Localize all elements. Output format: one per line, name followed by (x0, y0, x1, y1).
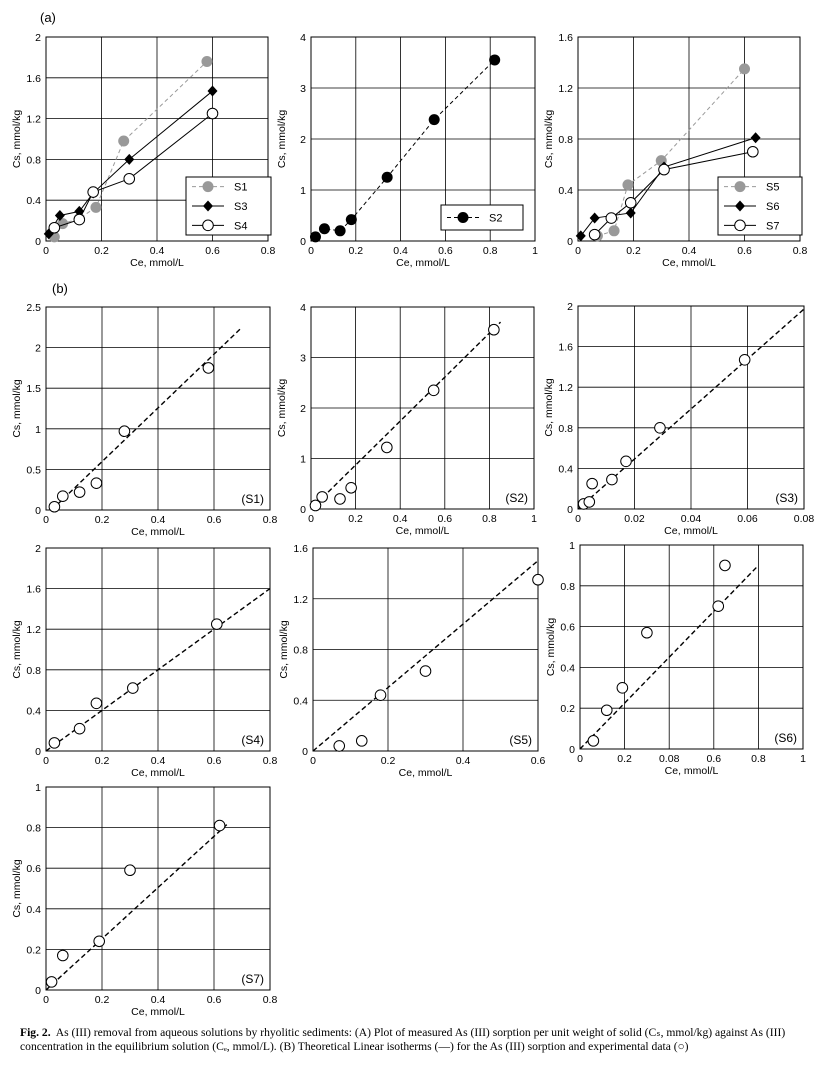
x-tick-label: 0.2 (94, 994, 110, 1006)
x-tick-label: 0.2 (348, 245, 364, 257)
chart-b2 (276, 302, 537, 537)
x-axis-label: Ce, mmol/L (398, 767, 453, 779)
y-tick-label: 3 (300, 83, 306, 95)
data-point (335, 494, 346, 505)
sample-label: (S3) (775, 491, 798, 505)
legend-marker (458, 212, 469, 223)
legend-marker (203, 181, 214, 192)
data-point (346, 482, 357, 493)
panel-label-a: (a) (40, 10, 56, 25)
y-tick-label: 1.2 (558, 83, 573, 95)
x-tick-label: 0.8 (792, 245, 808, 257)
y-tick-label: 1.6 (26, 72, 41, 85)
x-tick-label: 0.8 (482, 513, 497, 525)
data-point (375, 690, 386, 701)
x-tick-label: 0.8 (262, 514, 278, 526)
data-point (713, 601, 724, 612)
y-tick-label: 0.8 (26, 664, 41, 677)
data-point (748, 146, 759, 157)
x-tick-label: 0.08 (658, 753, 680, 765)
x-tick-label: 0.2 (626, 245, 641, 257)
sample-label: (S4) (241, 733, 264, 747)
y-tick-label: 1.6 (26, 583, 41, 596)
x-tick-label: 0.6 (706, 753, 722, 765)
x-axis-label: Ce, mmol/L (131, 767, 185, 779)
data-point (91, 478, 102, 489)
x-tick-label: 0 (43, 514, 49, 526)
data-point (208, 86, 218, 97)
data-point (88, 187, 99, 198)
x-tick-label: 0.2 (380, 755, 396, 767)
y-tick-label: 1.2 (293, 593, 308, 606)
data-point (212, 619, 223, 630)
x-tick-label: 0.6 (205, 245, 220, 257)
data-point (124, 173, 135, 184)
y-tick-label: 2 (567, 301, 573, 313)
y-tick-label: 0.8 (293, 644, 308, 657)
data-point (609, 225, 620, 236)
caption-lead: Fig. 2. (20, 1026, 51, 1039)
data-point (74, 487, 85, 498)
data-point (428, 385, 439, 396)
y-tick-label: 0.4 (560, 662, 575, 675)
x-tick-label: 0.6 (530, 755, 546, 767)
y-tick-label: 2 (35, 543, 41, 555)
x-tick-label: 0.2 (94, 755, 110, 767)
data-point (429, 114, 440, 125)
y-tick-label: 0.4 (558, 463, 573, 476)
data-point (334, 741, 345, 752)
data-point (58, 491, 69, 502)
figure-caption (20, 1026, 824, 1054)
data-point (626, 207, 636, 218)
data-point (625, 197, 636, 208)
x-tick-label: 0.4 (681, 245, 697, 257)
sample-label: (S1) (241, 492, 264, 506)
y-tick-label: 1.6 (293, 543, 308, 555)
y-tick-label: 0.2 (26, 944, 41, 957)
x-tick-label: 0.8 (482, 245, 498, 257)
y-tick-label: 1 (569, 540, 575, 552)
data-point (91, 698, 102, 709)
y-tick-label: 1.6 (558, 32, 573, 44)
y-tick-label: 2 (300, 403, 306, 415)
x-tick-label: 0 (575, 513, 581, 525)
x-axis-label: Ce, mmol/L (664, 525, 718, 537)
data-point (118, 136, 129, 147)
legend-entry: S6 (766, 201, 780, 213)
data-point (584, 497, 595, 508)
x-tick-label: 0 (43, 994, 49, 1006)
data-point (49, 501, 60, 512)
legend-marker (735, 220, 746, 231)
data-point (642, 627, 653, 638)
x-tick-label: 0.8 (751, 753, 766, 765)
data-point (207, 108, 218, 119)
x-tick-label: 0.2 (94, 514, 110, 526)
x-tick-label: 0.2 (617, 753, 632, 765)
legend-entry: S4 (234, 220, 248, 233)
data-point (119, 426, 130, 437)
data-point (49, 222, 60, 233)
x-tick-label: 0.4 (393, 245, 408, 257)
x-axis-label: Ce, mmol/L (396, 257, 450, 269)
x-axis-label: Ce, mmol/L (130, 257, 184, 269)
y-tick-label: 0 (300, 504, 306, 516)
data-point (356, 736, 367, 747)
x-tick-label: 0.6 (438, 245, 453, 257)
chart-b7 (11, 782, 277, 1018)
y-axis-label: Cs, mmol/kg (276, 109, 288, 169)
y-axis-label: Cs, mmol/kg (278, 620, 290, 679)
y-tick-label: 2 (35, 32, 41, 44)
data-point (203, 363, 214, 374)
y-tick-label: 0.5 (26, 464, 41, 477)
y-tick-label: 0.2 (560, 703, 575, 716)
linear-isotherm-line (46, 824, 228, 990)
y-axis-label: Cs, mmol/kg (543, 378, 555, 437)
y-tick-label: 3 (300, 352, 306, 365)
y-tick-label: 0.6 (560, 621, 575, 634)
y-tick-label: 2.5 (26, 302, 41, 314)
y-tick-label: 1 (35, 423, 41, 436)
y-tick-label: 1.2 (26, 113, 41, 126)
x-axis-label: Ce, mmol/L (131, 526, 185, 538)
x-tick-label: 0.6 (206, 514, 222, 526)
y-tick-label: 0.8 (558, 134, 573, 146)
x-tick-label: 0.6 (437, 513, 453, 525)
data-point (128, 683, 139, 694)
x-tick-label: 0.4 (150, 514, 166, 526)
chart-a2 (276, 32, 538, 269)
x-tick-label: 0 (43, 245, 49, 257)
data-point (58, 950, 69, 961)
chart-b3 (543, 301, 814, 537)
y-tick-label: 0.4 (558, 185, 573, 197)
data-point (589, 229, 600, 240)
data-point (125, 865, 136, 876)
y-tick-label: 1.6 (558, 341, 573, 354)
y-tick-label: 0 (35, 746, 41, 758)
y-tick-label: 2 (300, 134, 306, 146)
sample-label: (S6) (774, 731, 797, 745)
x-tick-label: 0.6 (206, 994, 222, 1006)
x-tick-label: 1 (532, 245, 538, 257)
y-tick-label: 0.4 (26, 903, 41, 916)
y-tick-label: 0 (300, 236, 306, 248)
x-tick-label: 0.6 (737, 245, 752, 257)
legend-entry: S3 (234, 201, 248, 213)
x-tick-label: 0.2 (94, 245, 109, 257)
x-axis-label: Ce, mmol/L (131, 1006, 185, 1018)
data-point (533, 574, 544, 585)
data-point (346, 214, 357, 225)
data-point (382, 442, 393, 453)
data-point (607, 474, 618, 485)
data-point (606, 213, 617, 224)
x-tick-label: 0.8 (262, 755, 278, 767)
data-point (655, 423, 666, 434)
data-point (317, 492, 328, 503)
x-tick-label: 0.06 (737, 513, 758, 525)
data-point (94, 936, 105, 947)
data-point (382, 172, 393, 183)
legend-marker (735, 181, 746, 192)
x-tick-label: 0.6 (206, 755, 222, 767)
y-tick-label: 0 (35, 985, 41, 997)
data-point (739, 354, 750, 365)
y-axis-label: Cs, mmol/kg (11, 109, 23, 169)
data-point (74, 214, 85, 225)
x-tick-label: 0.04 (680, 513, 702, 525)
plot-frame (580, 545, 803, 749)
sample-label: (S5) (509, 733, 532, 747)
x-tick-label: 0.4 (149, 245, 165, 257)
y-axis-label: Cs, mmol/kg (11, 859, 23, 918)
y-tick-label: 1 (300, 185, 306, 197)
linear-isotherm-line (311, 322, 501, 509)
y-axis-label: Cs, mmol/kg (11, 379, 23, 438)
x-tick-label: 0.4 (392, 513, 408, 525)
legend-entry: S5 (766, 181, 780, 194)
y-tick-label: 0.8 (26, 154, 41, 167)
data-point (489, 324, 500, 335)
x-tick-label: 0 (310, 755, 316, 767)
chart-b1 (11, 302, 277, 538)
chart-a3 (543, 32, 807, 269)
data-point (214, 820, 225, 831)
linear-isotherm-line (313, 561, 538, 751)
data-point (621, 456, 632, 467)
y-tick-label: 1.2 (26, 624, 41, 637)
x-tick-label: 0 (577, 753, 583, 765)
data-point (659, 164, 670, 175)
y-axis-label: Cs, mmol/kg (543, 109, 555, 169)
chart-a1 (11, 32, 275, 269)
data-point (587, 478, 598, 489)
data-point (588, 736, 599, 747)
x-tick-label: 0.4 (150, 755, 166, 767)
data-point (46, 977, 57, 988)
x-tick-label: 0.4 (150, 994, 166, 1006)
y-tick-label: 2 (35, 342, 41, 355)
sample-label: (S7) (241, 972, 264, 986)
data-point (420, 666, 431, 677)
sample-label: (S2) (505, 491, 528, 505)
y-tick-label: 0.6 (26, 863, 41, 876)
x-tick-label: 0 (575, 245, 581, 257)
y-tick-label: 1 (300, 453, 306, 466)
data-point (74, 723, 85, 734)
y-tick-label: 0.8 (558, 422, 573, 435)
data-point (319, 223, 330, 234)
data-point (622, 179, 633, 190)
y-tick-label: 0.4 (26, 195, 41, 208)
legend-box (441, 205, 523, 230)
data-point (601, 705, 612, 716)
y-tick-label: 0.4 (293, 695, 308, 708)
y-tick-label: 0.8 (26, 822, 41, 835)
x-tick-label: 0.2 (348, 513, 363, 525)
x-axis-label: Ce, mmol/L (395, 525, 450, 537)
data-point (310, 231, 321, 242)
x-tick-label: 0 (308, 245, 314, 257)
x-tick-label: 0.8 (262, 994, 278, 1006)
y-tick-label: 0.8 (560, 580, 575, 593)
data-point (720, 560, 731, 571)
x-axis-label: Ce, mmol/L (664, 765, 719, 777)
data-point (739, 63, 750, 74)
data-point (90, 202, 101, 213)
chart-b6 (545, 540, 806, 777)
y-tick-label: 1.2 (558, 382, 573, 395)
data-point (49, 738, 60, 749)
y-tick-label: 1.5 (26, 383, 41, 396)
y-axis-label: Cs, mmol/kg (276, 378, 288, 438)
data-point (751, 132, 761, 143)
legend-marker (203, 220, 214, 231)
x-tick-label: 0 (43, 755, 49, 767)
y-tick-label: 0 (35, 236, 41, 248)
chart-b4 (11, 543, 277, 779)
legend-entry: S2 (489, 212, 503, 225)
x-tick-label: 0.02 (624, 513, 645, 525)
legend-entry: S7 (766, 220, 780, 233)
y-axis-label: Cs, mmol/kg (545, 617, 557, 677)
panel-label-b: (b) (52, 281, 68, 296)
x-tick-label: 1 (531, 513, 537, 525)
x-tick-label: 0.08 (793, 513, 815, 525)
data-point (201, 56, 212, 67)
y-tick-label: 0 (35, 505, 41, 517)
y-axis-label: Cs, mmol/kg (11, 620, 23, 679)
caption-text: As (III) removal from aqueous solutions by rhyolitic sediments: (A) Plot of measured As (III) sorption per unit weight of solid (Cₛ, mmol/kg) against As (III) concentration in the equilibrium solution (Cₑ, mmol/L). (B) Theoretical Linear isotherms (—) for the As (III) sorption and experimental data (○) (20, 1026, 786, 1053)
data-point (489, 54, 500, 65)
chart-b5 (278, 543, 545, 779)
y-tick-label: 0 (569, 744, 575, 756)
y-tick-label: 0 (567, 504, 573, 516)
linear-isotherm-line (52, 327, 242, 510)
x-tick-label: 1 (800, 753, 806, 765)
y-tick-label: 4 (300, 32, 306, 44)
y-tick-label: 0.4 (26, 705, 41, 718)
x-tick-label: 0.8 (260, 245, 276, 257)
data-point (617, 683, 628, 694)
y-tick-label: 1 (35, 782, 41, 794)
x-tick-label: 0 (308, 513, 314, 525)
legend-entry: S1 (234, 181, 248, 194)
x-tick-label: 0.4 (455, 755, 471, 767)
y-tick-label: 0 (302, 746, 308, 758)
y-tick-label: 0 (567, 236, 573, 248)
data-point (335, 225, 346, 236)
x-axis-label: Ce, mmol/L (662, 257, 716, 269)
y-tick-label: 4 (300, 302, 306, 314)
